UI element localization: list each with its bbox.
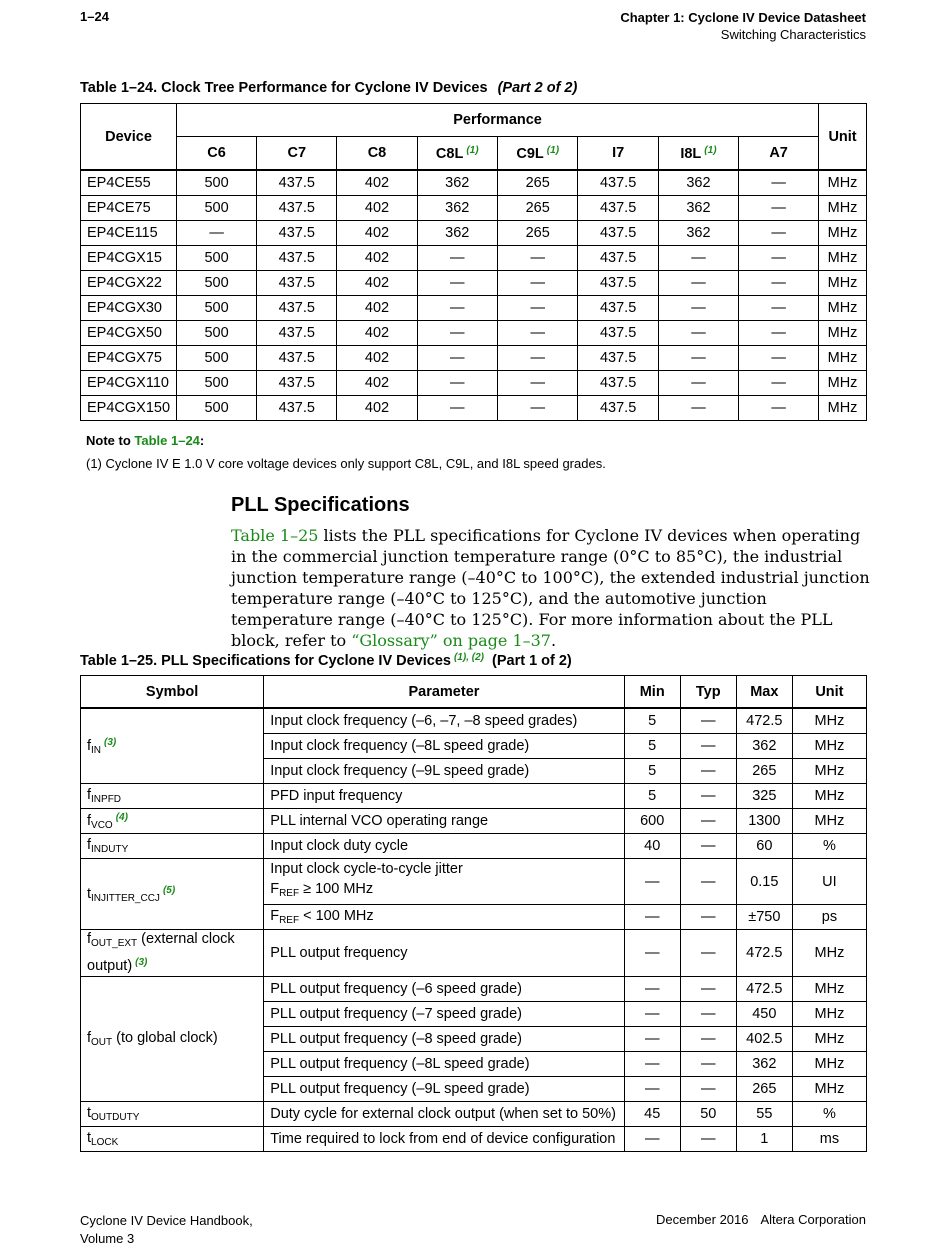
min-cell: — xyxy=(624,859,680,905)
max-cell: 472.5 xyxy=(736,708,792,734)
unit-cell: MHz xyxy=(819,271,867,296)
header-unit: Unit xyxy=(819,104,867,171)
param-cell: PFD input frequency xyxy=(264,784,624,809)
value-cell: 362 xyxy=(417,196,497,221)
fref-sub: REF xyxy=(279,915,300,926)
footnote-ref[interactable]: (3) xyxy=(104,736,117,748)
value-cell: — xyxy=(658,371,738,396)
unit-cell: MHz xyxy=(819,170,867,196)
param-cell: Duty cycle for external clock output (when set to 50%) xyxy=(264,1102,624,1127)
sym: f xyxy=(87,787,92,803)
typ-cell: — xyxy=(680,1027,736,1052)
caption-text: Table 1–25. PLL Specifications for Cyclone IV Devices xyxy=(80,653,451,669)
para-text: lists the PLL specifications for Cyclone IV devices when operating in the commercial junction temperature range (0°C to 85°C), the industrial junction temperature range (–40°C to 100°C), the extended industrial junction temperature range (–40°C to 125°C), and the automotive junction temperature range (–40°C to 125°C). For more information about the PLL block, refer to xyxy=(231,526,870,650)
param-cell: PLL output frequency xyxy=(264,930,624,977)
value-cell: 437.5 xyxy=(578,396,658,421)
sym-desc: (to global clock) xyxy=(112,1030,218,1046)
table-row xyxy=(81,346,867,371)
min-cell: — xyxy=(624,930,680,977)
header-performance: Performance xyxy=(177,104,819,137)
value-cell: — xyxy=(417,371,497,396)
param-line xyxy=(270,879,617,904)
unit-cell: MHz xyxy=(819,221,867,246)
max-cell: 325 xyxy=(736,784,792,809)
caption-part: (Part 2 of 2) xyxy=(497,80,578,96)
param-cell: Input clock frequency (–9L speed grade) xyxy=(264,759,624,784)
typ-cell: — xyxy=(680,1127,736,1152)
unit-cell: % xyxy=(792,1102,866,1127)
min-cell: — xyxy=(624,1127,680,1152)
value-cell: 437.5 xyxy=(257,221,337,246)
typ-cell: 50 xyxy=(680,1102,736,1127)
value-cell: — xyxy=(739,221,819,246)
table-row xyxy=(81,296,867,321)
value-cell: — xyxy=(497,321,577,346)
unit-cell: ms xyxy=(792,1127,866,1152)
value-cell: 402 xyxy=(337,170,417,196)
table-note-1: (1) Cyclone IV E 1.0 V core voltage devices only support C8L, C9L, and I8L speed grades. xyxy=(86,456,606,471)
param-cell: PLL output frequency (–8 speed grade) xyxy=(264,1027,624,1052)
param-cell: Input clock frequency (–8L speed grade) xyxy=(264,734,624,759)
value-cell: 500 xyxy=(177,196,257,221)
value-cell: 437.5 xyxy=(257,170,337,196)
param-cell: Input clock frequency (–6, –7, –8 speed grades) xyxy=(264,708,624,734)
sym-desc: (external clock output) xyxy=(87,931,235,974)
table-row xyxy=(81,221,867,246)
value-cell: — xyxy=(739,321,819,346)
glossary-link[interactable]: “Glossary” on page 1–37 xyxy=(351,631,551,650)
note-colon: : xyxy=(199,433,205,448)
table-row xyxy=(81,1102,867,1127)
footnote-ref[interactable]: (1) xyxy=(546,144,560,156)
table-row xyxy=(81,809,867,834)
table-row xyxy=(81,1127,867,1152)
max-cell: 472.5 xyxy=(736,930,792,977)
table-row xyxy=(81,708,867,734)
grade-header: A7 xyxy=(739,137,819,171)
table-row xyxy=(81,834,867,859)
unit-cell: MHz xyxy=(819,246,867,271)
caption-part: (Part 1 of 2) xyxy=(492,653,572,669)
running-header xyxy=(620,9,866,43)
param-cell xyxy=(264,859,624,905)
body-paragraph xyxy=(231,525,871,651)
symbol-cell xyxy=(81,1102,264,1127)
typ-cell: — xyxy=(680,859,736,905)
value-cell: — xyxy=(739,396,819,421)
fref-f: F xyxy=(270,908,280,924)
value-cell: 402 xyxy=(337,296,417,321)
value-cell: 265 xyxy=(497,170,577,196)
value-cell: 362 xyxy=(658,170,738,196)
unit-cell: UI xyxy=(792,859,866,905)
note-label: Note to xyxy=(86,433,135,448)
typ-cell: — xyxy=(680,784,736,809)
table-caption xyxy=(80,80,577,96)
symbol-cell xyxy=(81,859,264,930)
max-cell: 0.15 xyxy=(736,859,792,905)
sym-sub: LOCK xyxy=(91,1137,119,1148)
fref-f: F xyxy=(270,881,280,897)
footnote-ref[interactable]: (1) xyxy=(466,144,479,156)
typ-cell: — xyxy=(680,834,736,859)
value-cell: — xyxy=(739,170,819,196)
value-cell: — xyxy=(417,396,497,421)
table-row xyxy=(81,170,867,196)
sym-sub: OUTDUTY xyxy=(91,1112,140,1123)
footer-right xyxy=(656,1212,866,1227)
value-cell: 437.5 xyxy=(578,271,658,296)
device-cell: EP4CGX150 xyxy=(81,396,177,421)
value-cell: — xyxy=(739,246,819,271)
value-cell: 437.5 xyxy=(257,396,337,421)
value-cell: — xyxy=(497,246,577,271)
value-cell: 437.5 xyxy=(578,196,658,221)
sym-sub: INJITTER_CCJ xyxy=(91,892,160,904)
symbol-cell xyxy=(81,977,264,1102)
value-cell: 437.5 xyxy=(578,246,658,271)
value-cell: — xyxy=(739,196,819,221)
unit-cell: MHz xyxy=(792,759,866,784)
value-cell: 402 xyxy=(337,221,417,246)
device-cell: EP4CGX22 xyxy=(81,271,177,296)
value-cell: 437.5 xyxy=(578,221,658,246)
max-cell: 265 xyxy=(736,759,792,784)
value-cell: — xyxy=(497,296,577,321)
sym-sub: INPFD xyxy=(91,794,122,805)
value-cell: — xyxy=(497,396,577,421)
param-cell: Time required to lock from end of device configuration xyxy=(264,1127,624,1152)
sym: f xyxy=(87,837,92,853)
table-row xyxy=(81,784,867,809)
value-cell: — xyxy=(658,396,738,421)
max-cell: 60 xyxy=(736,834,792,859)
value-cell: 437.5 xyxy=(257,196,337,221)
value-cell: 437.5 xyxy=(257,271,337,296)
value-cell: 437.5 xyxy=(578,371,658,396)
header-device: Device xyxy=(81,104,177,171)
unit-cell: MHz xyxy=(819,296,867,321)
unit-cell: MHz xyxy=(819,321,867,346)
param-cell: PLL output frequency (–7 speed grade) xyxy=(264,1002,624,1027)
typ-cell: — xyxy=(680,930,736,977)
grade-header xyxy=(497,137,577,171)
typ-cell: — xyxy=(680,977,736,1002)
grade-header: C7 xyxy=(257,137,337,171)
value-cell: — xyxy=(658,246,738,271)
sym: t xyxy=(87,885,92,902)
sym: t xyxy=(87,1130,92,1146)
max-cell: 265 xyxy=(736,1077,792,1102)
value-cell: 362 xyxy=(658,196,738,221)
fref-cond: ≥ 100 MHz xyxy=(299,881,374,897)
footnote-ref[interactable]: (1), (2) xyxy=(453,652,484,663)
header-symbol: Symbol xyxy=(81,676,264,709)
device-cell: EP4CGX75 xyxy=(81,346,177,371)
device-cell: EP4CGX15 xyxy=(81,246,177,271)
min-cell: — xyxy=(624,1077,680,1102)
sym: f xyxy=(87,931,92,947)
value-cell: — xyxy=(417,246,497,271)
value-cell: — xyxy=(739,371,819,396)
volume: Volume 3 xyxy=(80,1231,135,1246)
value-cell: — xyxy=(739,296,819,321)
value-cell: — xyxy=(177,221,257,246)
table-row xyxy=(81,271,867,296)
value-cell: — xyxy=(739,346,819,371)
table-row xyxy=(81,859,867,905)
value-cell: 500 xyxy=(177,371,257,396)
min-cell: — xyxy=(624,905,680,930)
header-typ: Typ xyxy=(680,676,736,709)
param-cell: PLL output frequency (–8L speed grade) xyxy=(264,1052,624,1077)
unit-cell: MHz xyxy=(792,1052,866,1077)
max-cell: 402.5 xyxy=(736,1027,792,1052)
grade-label: C9L xyxy=(516,145,544,162)
value-cell: 500 xyxy=(177,396,257,421)
sym-sub: INDUTY xyxy=(91,844,129,855)
min-cell: 5 xyxy=(624,708,680,734)
max-cell: 472.5 xyxy=(736,977,792,1002)
symbol-cell xyxy=(81,809,264,834)
footnote-ref[interactable]: (3) xyxy=(135,957,148,968)
min-cell: — xyxy=(624,977,680,1002)
unit-cell: MHz xyxy=(792,930,866,977)
param-cell xyxy=(264,905,624,930)
pll-spec-table xyxy=(80,675,867,1152)
device-cell: EP4CGX30 xyxy=(81,296,177,321)
table-row xyxy=(81,977,867,1002)
grade-label: C8L xyxy=(435,145,464,162)
min-cell: 40 xyxy=(624,834,680,859)
footnote-ref[interactable]: (4) xyxy=(115,811,128,823)
unit-cell: MHz xyxy=(792,1077,866,1102)
max-cell: 362 xyxy=(736,734,792,759)
device-cell: EP4CGX110 xyxy=(81,371,177,396)
sym-sub: OUT xyxy=(91,1037,113,1048)
unit-cell: MHz xyxy=(792,1027,866,1052)
symbol-cell xyxy=(81,834,264,859)
unit-cell: ps xyxy=(792,905,866,930)
value-cell: — xyxy=(739,271,819,296)
value-cell: — xyxy=(417,271,497,296)
footer-date: December 2016 xyxy=(656,1212,749,1227)
table-link[interactable]: Table 1–24 xyxy=(134,433,200,448)
value-cell: 265 xyxy=(497,196,577,221)
value-cell: 402 xyxy=(337,271,417,296)
value-cell: 437.5 xyxy=(257,371,337,396)
symbol-cell xyxy=(81,1127,264,1152)
value-cell: 500 xyxy=(177,346,257,371)
grade-header: C8 xyxy=(337,137,417,171)
sym: f xyxy=(87,737,92,754)
footnote-ref[interactable]: (5) xyxy=(162,884,176,896)
value-cell: — xyxy=(497,346,577,371)
typ-cell: — xyxy=(680,1052,736,1077)
para-end: . xyxy=(550,631,557,650)
table-row xyxy=(81,371,867,396)
footnote-ref[interactable]: (1) xyxy=(704,144,717,156)
chapter-title: Chapter 1: Cyclone IV Device Datasheet xyxy=(620,10,866,25)
symbol-cell xyxy=(81,784,264,809)
min-cell: — xyxy=(624,1052,680,1077)
sym-sub: VCO xyxy=(91,819,113,831)
param-line: Input clock cycle-to-cycle jitter xyxy=(270,861,463,877)
unit-cell: MHz xyxy=(792,708,866,734)
max-cell: 362 xyxy=(736,1052,792,1077)
unit-cell: MHz xyxy=(792,809,866,834)
value-cell: 402 xyxy=(337,371,417,396)
table-row xyxy=(81,196,867,221)
min-cell: 5 xyxy=(624,759,680,784)
unit-cell: MHz xyxy=(819,196,867,221)
device-cell: EP4CE55 xyxy=(81,170,177,196)
typ-cell: — xyxy=(680,759,736,784)
fref-sub: REF xyxy=(279,888,300,899)
value-cell: 437.5 xyxy=(578,296,658,321)
value-cell: 362 xyxy=(658,221,738,246)
table-row xyxy=(81,930,867,977)
value-cell: 265 xyxy=(497,221,577,246)
unit-cell: MHz xyxy=(792,784,866,809)
table-row xyxy=(81,321,867,346)
value-cell: 402 xyxy=(337,321,417,346)
table-row xyxy=(81,246,867,271)
header-unit: Unit xyxy=(792,676,866,709)
value-cell: — xyxy=(417,296,497,321)
table-row xyxy=(81,396,867,421)
value-cell: — xyxy=(417,346,497,371)
max-cell: 1 xyxy=(736,1127,792,1152)
sym: f xyxy=(87,812,92,829)
value-cell: — xyxy=(658,346,738,371)
value-cell: 402 xyxy=(337,196,417,221)
sym-sub: IN xyxy=(91,744,102,756)
device-cell: EP4CE75 xyxy=(81,196,177,221)
header-parameter: Parameter xyxy=(264,676,624,709)
device-cell: EP4CGX50 xyxy=(81,321,177,346)
device-cell: EP4CE115 xyxy=(81,221,177,246)
value-cell: — xyxy=(417,321,497,346)
value-cell: 362 xyxy=(417,170,497,196)
unit-cell: MHz xyxy=(819,371,867,396)
typ-cell: — xyxy=(680,708,736,734)
unit-cell: MHz xyxy=(819,346,867,371)
value-cell: 437.5 xyxy=(257,346,337,371)
value-cell: 437.5 xyxy=(578,346,658,371)
page-number: 1–24 xyxy=(80,9,109,24)
grade-header xyxy=(658,137,738,171)
clock-tree-table xyxy=(80,103,867,421)
min-cell: 45 xyxy=(624,1102,680,1127)
value-cell: — xyxy=(497,371,577,396)
header-min: Min xyxy=(624,676,680,709)
sym: t xyxy=(87,1105,92,1121)
typ-cell: — xyxy=(680,905,736,930)
caption-text: Table 1–24. Clock Tree Performance for Cyclone IV Devices xyxy=(80,80,488,96)
typ-cell: — xyxy=(680,734,736,759)
value-cell: 402 xyxy=(337,346,417,371)
value-cell: 437.5 xyxy=(578,321,658,346)
typ-cell: — xyxy=(680,809,736,834)
param-cell: PLL output frequency (–6 speed grade) xyxy=(264,977,624,1002)
fref-cond: < 100 MHz xyxy=(299,908,374,924)
min-cell: 600 xyxy=(624,809,680,834)
max-cell: 1300 xyxy=(736,809,792,834)
value-cell: 500 xyxy=(177,271,257,296)
section-title: Switching Characteristics xyxy=(720,27,866,42)
table-note-title xyxy=(86,433,204,448)
value-cell: 437.5 xyxy=(578,170,658,196)
footer-company: Altera Corporation xyxy=(760,1212,866,1227)
sym-sub: OUT_EXT xyxy=(91,938,138,949)
param-cell: PLL output frequency (–9L speed grade) xyxy=(264,1077,624,1102)
typ-cell: — xyxy=(680,1002,736,1027)
max-cell: ±750 xyxy=(736,905,792,930)
value-cell: 437.5 xyxy=(257,246,337,271)
value-cell: 500 xyxy=(177,246,257,271)
grade-header xyxy=(417,137,497,171)
section-heading: PLL Specifications xyxy=(231,494,410,516)
min-cell: — xyxy=(624,1027,680,1052)
value-cell: 402 xyxy=(337,396,417,421)
value-cell: — xyxy=(497,271,577,296)
value-cell: 500 xyxy=(177,296,257,321)
grade-label: I8L xyxy=(680,145,702,162)
table-link[interactable]: Table 1–25 xyxy=(231,526,319,545)
value-cell: 437.5 xyxy=(257,321,337,346)
unit-cell: % xyxy=(792,834,866,859)
max-cell: 55 xyxy=(736,1102,792,1127)
param-cell: Input clock duty cycle xyxy=(264,834,624,859)
symbol-cell xyxy=(81,930,264,977)
unit-cell: MHz xyxy=(792,734,866,759)
symbol-cell xyxy=(81,708,264,784)
header-max: Max xyxy=(736,676,792,709)
unit-cell: MHz xyxy=(792,977,866,1002)
unit-cell: MHz xyxy=(792,1002,866,1027)
param-cell: PLL internal VCO operating range xyxy=(264,809,624,834)
typ-cell: — xyxy=(680,1077,736,1102)
value-cell: — xyxy=(658,271,738,296)
value-cell: 437.5 xyxy=(257,296,337,321)
value-cell: — xyxy=(658,296,738,321)
value-cell: 500 xyxy=(177,170,257,196)
grade-header: I7 xyxy=(578,137,658,171)
value-cell: 402 xyxy=(337,246,417,271)
sym: f xyxy=(87,1030,92,1046)
min-cell: — xyxy=(624,1002,680,1027)
handbook-title: Cyclone IV Device Handbook, xyxy=(80,1213,253,1228)
table-caption xyxy=(80,652,572,669)
min-cell: 5 xyxy=(624,784,680,809)
footer-left xyxy=(80,1212,253,1248)
unit-cell: MHz xyxy=(819,396,867,421)
max-cell: 450 xyxy=(736,1002,792,1027)
value-cell: 500 xyxy=(177,321,257,346)
grade-header: C6 xyxy=(177,137,257,171)
min-cell: 5 xyxy=(624,734,680,759)
value-cell: — xyxy=(658,321,738,346)
value-cell: 362 xyxy=(417,221,497,246)
